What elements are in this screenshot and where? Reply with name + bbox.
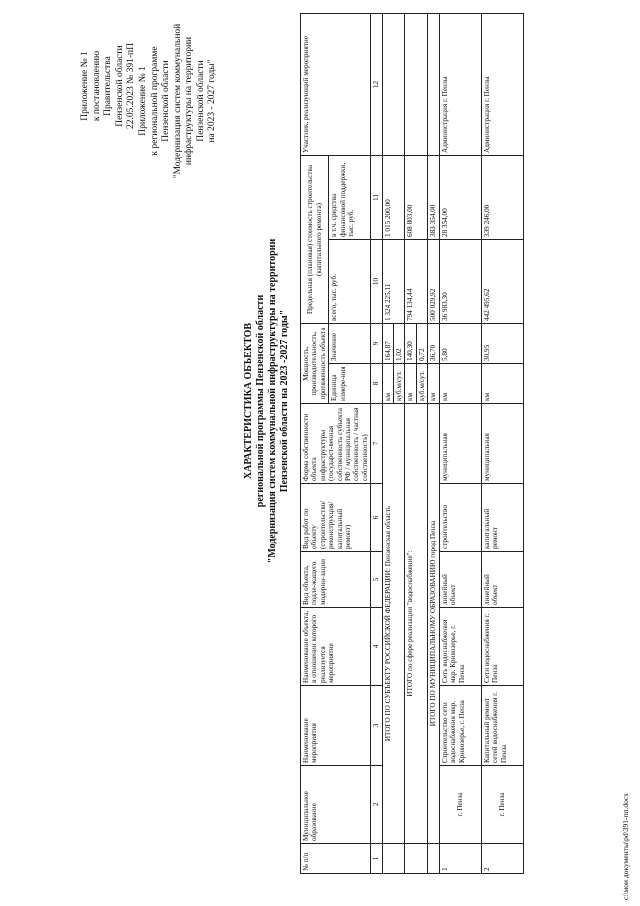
cell-unit: км (439, 364, 481, 404)
cell-participant: Администрация г. Пензы (481, 13, 523, 155)
attachment-line: "Модернизация систем коммунальной (172, 23, 183, 179)
total-region-unit: куб.м/сут. (394, 364, 405, 404)
cell-num: 1 (439, 844, 481, 874)
cell-value: 5,80 (439, 324, 481, 364)
total-sphere-unit: км (405, 364, 416, 404)
total-municipal-label: ИТОГО ПО МУНИЦИПАЛЬНОМУ ОБРАЗОВАНИЮ город Пенза (428, 404, 439, 844)
attachment-line: Приложение № 1 (138, 66, 148, 136)
cell-object-type: линейный объект (481, 552, 523, 608)
title-line: ХАРАКТЕРИСТИКА ОБЪЕКТОВ (243, 322, 254, 480)
attachment-note-decree (80, 21, 138, 151)
column-number: 2 (371, 766, 382, 844)
total-region-value: 164,87 (382, 324, 393, 364)
total-municipal-row (428, 13, 439, 873)
total-region-label: ИТОГО ПО СУБЪЕКТУ РОССИЙСКОЙ ФЕДЕРАЦИИ: Пензенская область (382, 404, 405, 844)
header-participants: Участник, реализующий мероприятие (301, 13, 371, 155)
cell-work-type: капитальный ремонт (481, 484, 523, 552)
cell-object-type: линейный объект (439, 552, 481, 608)
total-municipal-total: 500 029,92 (428, 240, 439, 324)
attachment-line: Пензенской области (161, 60, 171, 142)
footer-filename: c:\мои документы\pd\391-пп.docx (621, 793, 630, 900)
total-region-total: 1 324 225,11 (382, 240, 405, 324)
table-row (481, 13, 523, 873)
attachment-line: Пензенской области (195, 60, 206, 142)
attachment-note-program (138, 1, 219, 201)
total-region-value: 1,02 (394, 324, 405, 364)
column-number: 7 (371, 404, 382, 484)
cell-ownership: муниципальная (439, 404, 481, 484)
header-measure: Наименование мероприятия (301, 686, 371, 766)
attachment-line: Приложение № 1 (80, 51, 90, 121)
total-sphere-label: ИТОГО по сфере реализации "водоснабжение": (405, 404, 428, 844)
total-sphere-total: 794 134,44 (405, 240, 428, 324)
column-number-row (371, 13, 382, 873)
header-row (301, 13, 329, 873)
total-region-unit: км (382, 364, 393, 404)
title-line: Пензенской области на 2023 -2027 годы" (279, 309, 290, 493)
column-number: 10 (371, 240, 382, 324)
attachment-line: к постановлению Правительства (91, 50, 113, 122)
document-title (243, 21, 291, 781)
column-number: 8 (371, 364, 382, 404)
cell-ownership: муниципальная (481, 404, 523, 484)
cell-total: 36 983,30 (439, 240, 481, 324)
header-object-type: Вид объекта, подле-жащего модерни-зации (301, 552, 371, 608)
column-number: 12 (371, 13, 382, 155)
total-region-row (382, 13, 393, 873)
total-sphere-value: 0,72 (416, 324, 427, 364)
total-sphere-unit: куб.м/сут. (416, 364, 427, 404)
column-number: 6 (371, 484, 382, 552)
column-number: 9 (371, 324, 382, 364)
cell-object: Сеть водоснабжения мкр. Кривозерье, г. Пенза (439, 608, 481, 686)
column-number: 3 (371, 686, 382, 766)
cell-municipality: г. Пенза (481, 766, 523, 844)
cell-municipality: г. Пенза (439, 766, 481, 844)
total-municipal-incl: 383 354,00 (428, 155, 439, 239)
header-incl: в т.ч. средства финансовой поддержки, тыс. руб. (329, 155, 371, 239)
title-line: региональной программы Пензенской области (255, 294, 266, 508)
cell-object: Сети водоснабжения г. Пенза (481, 608, 523, 686)
objects-table (300, 13, 524, 874)
header-work-type: Вид работ по объекту (строительство/ реконструкция/ капитальный ремонт) (301, 484, 371, 552)
header-num: № п/п (301, 844, 371, 874)
total-sphere-incl: 608 803,00 (405, 155, 428, 239)
cell-unit: км (481, 364, 523, 404)
attachment-line: на 2023 - 2027 годы" (207, 59, 217, 143)
total-municipal-unit: км (428, 364, 439, 404)
total-municipal-value: 36,70 (428, 324, 439, 364)
total-sphere-row (405, 13, 416, 873)
column-number: 11 (371, 155, 382, 239)
attachment-line: 22.05.2023 № 391-пП (126, 43, 136, 129)
attachment-line: к региональной программе (149, 46, 160, 156)
cell-incl: 339 246,00 (481, 155, 523, 239)
cell-num: 2 (481, 844, 523, 874)
cell-value: 30,95 (481, 324, 523, 364)
cell-total: 442 495,62 (481, 240, 523, 324)
attachment-line: Пензенской области (114, 45, 125, 127)
cell-measure: Строительство сети водоснабжения мкр. Кривозерье, г. Пенза (439, 686, 481, 766)
cell-work-type: строительство (439, 484, 481, 552)
cell-participant: Администрация г. Пензы (439, 13, 481, 155)
header-object: Наименование объекта, в отношении которого реализуется мероприятие (301, 608, 371, 686)
table-row (439, 13, 481, 873)
header-total: всего, тыс. руб. (329, 240, 371, 324)
header-ownership: Форма собственности объекта инфраструктуры (государст-венная собственность субъекта РФ / муниципальная собственность / частная собственность) (301, 404, 371, 484)
header-unit: Единица измере-ния (329, 364, 371, 404)
cell-incl: 28 354,00 (439, 155, 481, 239)
attachment-line: инфраструктуры на территории (184, 36, 194, 166)
header-capacity: Мощность, производительность, протяженность объекта (301, 324, 329, 404)
column-number: 5 (371, 552, 382, 608)
total-region-incl: 1 015 200,00 (382, 155, 405, 239)
header-municipality: Муниципальное образование (301, 766, 371, 844)
title-line: "Модернизация систем коммунальной инфраструктуры на территории (267, 238, 278, 564)
cell-measure: Капитальный ремонт сетей водоснабжения г. Пенза (481, 686, 523, 766)
header-cost: Предельная (плановая) стоимость строительства (капитального ремонта) (301, 155, 329, 323)
column-number: 4 (371, 608, 382, 686)
total-sphere-value: 140,30 (405, 324, 416, 364)
column-number: 1 (371, 844, 382, 874)
header-value: Значение (329, 324, 371, 364)
